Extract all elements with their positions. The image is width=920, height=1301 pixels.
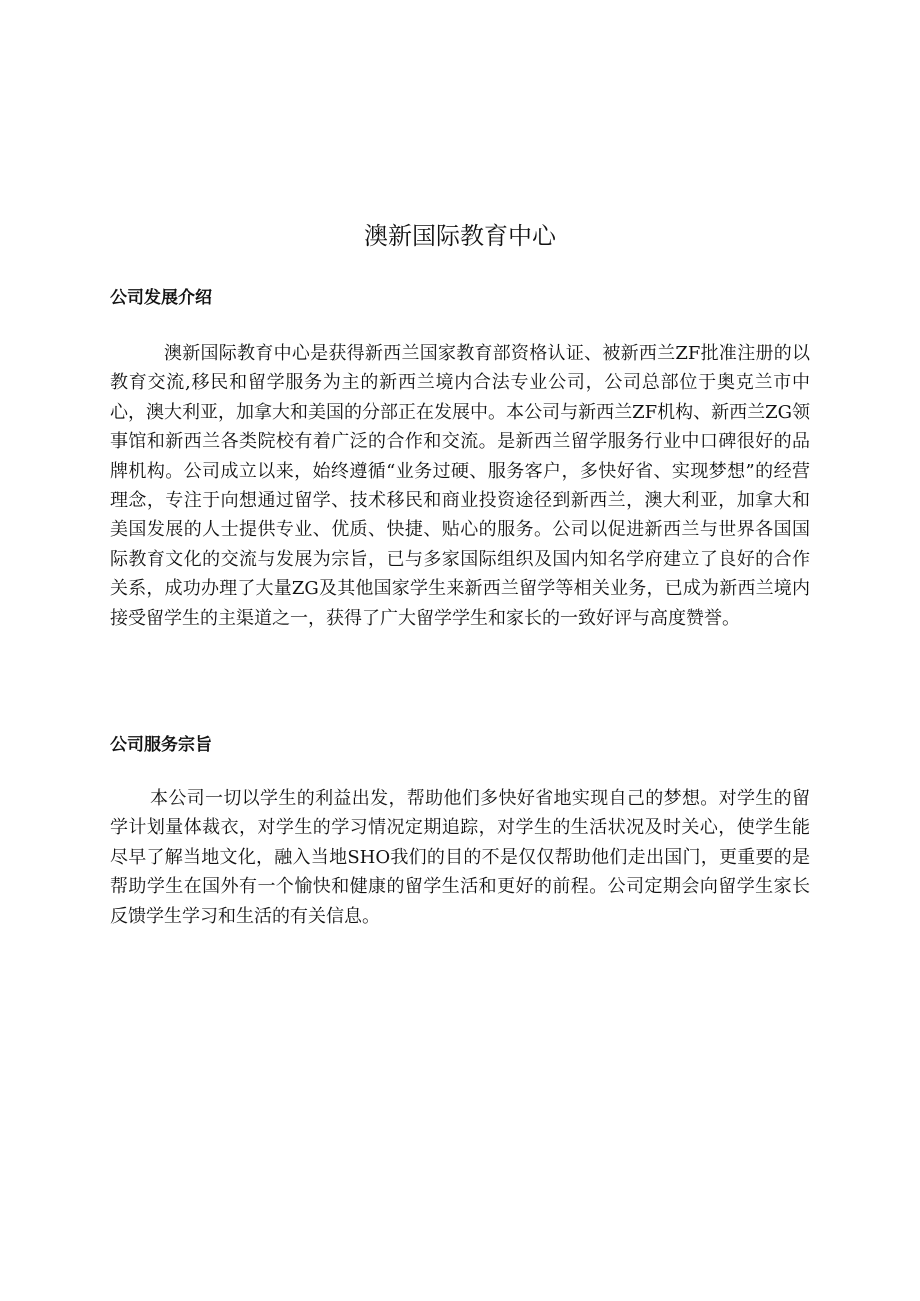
document-title: 澳新国际教育中心 (364, 222, 556, 250)
section-heading-service: 公司服务宗旨 (110, 735, 212, 755)
section-heading-development: 公司发展介绍 (110, 288, 212, 308)
section-body-service: 本公司一切以学生的利益出发，帮助他们多快好省地实现自己的梦想。对学生的留学计划量体裁衣，对学生的学习情况定期追踪，对学生的生活状况及时关心，使学生能尽早了解当地文化，融入当地SHO我们的目的不是仅仅帮助他们走出国门，更重要的是帮助学生在国外有一个愉快和健康的留学生活和更好的前程。公司定期会向留学生家长反馈学生学习和生活的有关信息。 (110, 788, 810, 927)
section-body-development: 澳新国际教育中心是获得新西兰国家教育部资格认证、被新西兰ZF批准注册的以教育交流,移民和留学服务为主的新西兰境内合法专业公司，公司总部位于奥克兰市中心，澳大利亚，加拿大和美国的分部正在发展中。本公司与新西兰ZF机构、新西兰ZG领事馆和新西兰各类院校有着广泛的合作和交流。是新西兰留学服务行业中口碑很好的品牌机构。公司成立以来，始终遵循“业务过硬、服务客户，多快好省、实现梦想”的经营理念，专注于向想通过留学、技术移民和商业投资途径到新西兰，澳大利亚，加拿大和美国发展的人士提供专业、优质、快捷、贴心的服务。公司以促进新西兰与世界各国国际教育文化的交流与发展为宗旨，已与多家国际组织及国内知名学府建立了良好的合作关系，成功办理了大量ZG及其他国家学生来新西兰留学等相关业务，已成为新西兰境内接受留学生的主渠道之一，获得了广大留学学生和家长的一致好评与高度赞誉。 (110, 343, 810, 629)
